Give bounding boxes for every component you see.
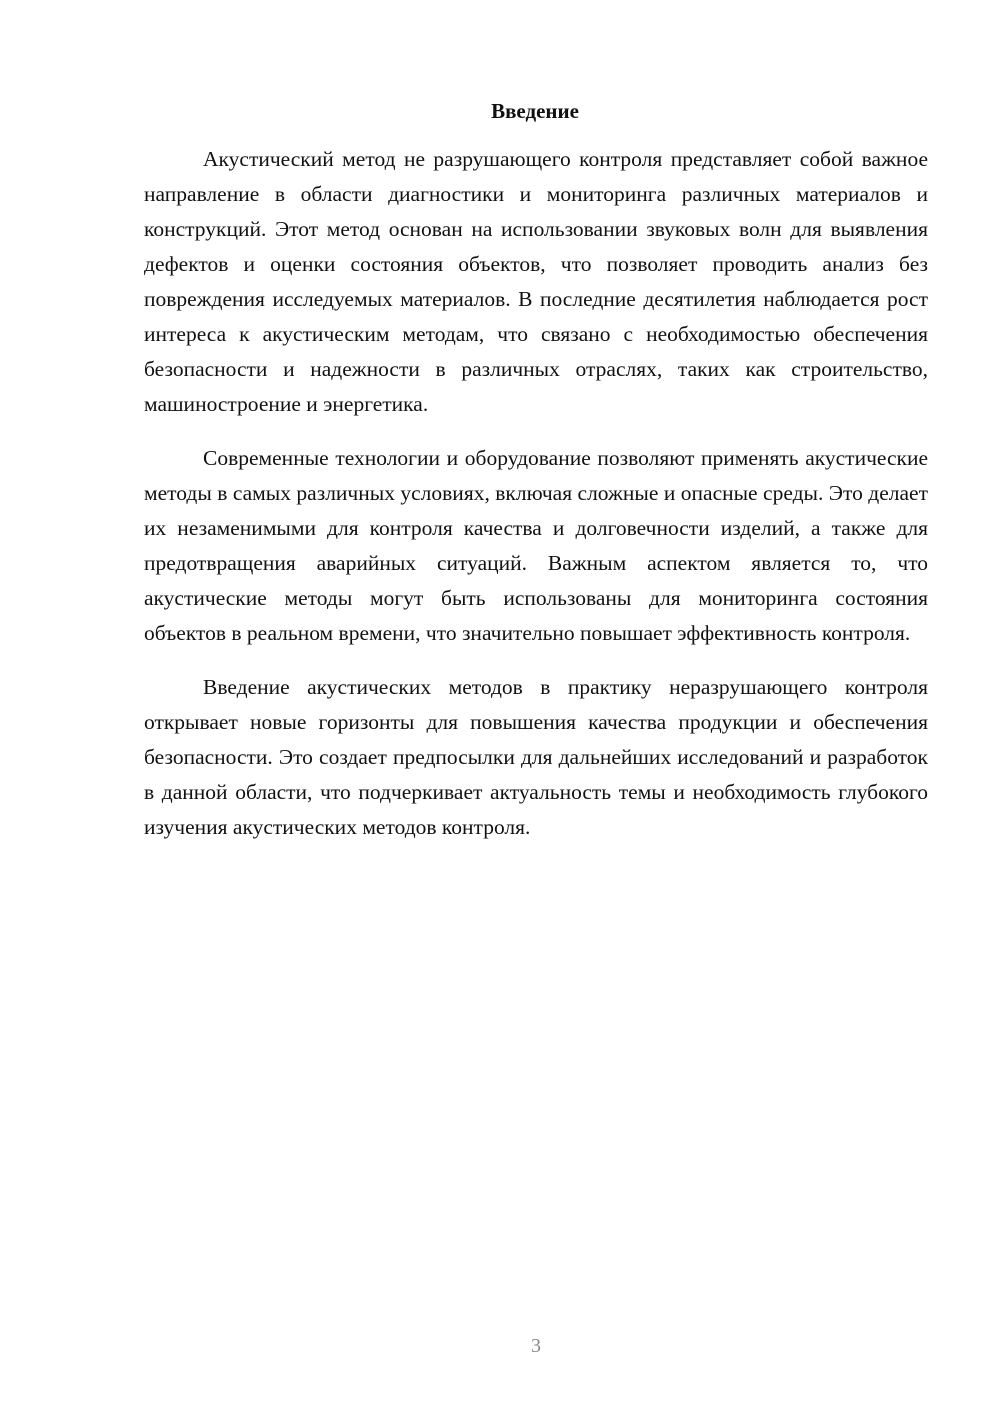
page-number: 3	[531, 1335, 541, 1357]
body-text	[144, 142, 928, 864]
page-title: Введение	[491, 99, 579, 123]
paragraph-1: Акустический метод не разрушающего контроля представляет собой важное направление в области диагностики и мониторинга различных материалов и конструкций. Этот метод основан на использовании звуковых волн для выявления дефектов и оценки состояния объектов, что позволяет проводить анализ без повреждения исследуемых материалов. В последние десятилетия наблюдается рост интереса к акустическим методам, что связано с необходимостью обеспечения безопасности и надежности в различных отраслях, таких как строительство, машиностроение и энергетика.	[144, 147, 928, 416]
paragraph-3: Введение акустических методов в практику неразрушающего контроля открывает новые горизонты для повышения качества продукции и обеспечения безопасности. Это создает предпосылки для дальнейших исследований и разработок в данной области, что подчеркивает актуальность темы и необходимость глубокого изучения акустических методов контроля.	[144, 675, 928, 839]
paragraph-2: Современные технологии и оборудование позволяют применять акустические методы в самых различных условиях, включая сложные и опасные среды. Это делает их незаменимыми для контроля качества и долговечности изделий, а также для предотвращения аварийных ситуаций. Важным аспектом является то, что акустические методы могут быть использованы для мониторинга состояния объектов в реальном времени, что значительно повышает эффективность контроля.	[144, 446, 928, 645]
